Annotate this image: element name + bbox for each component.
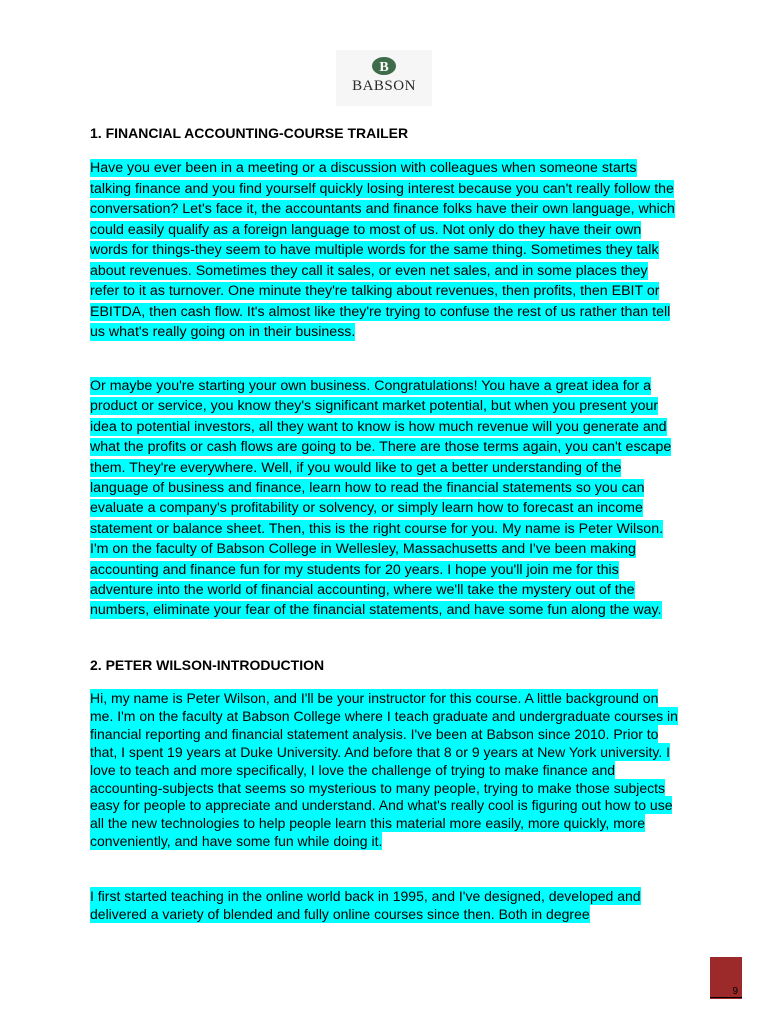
highlighted-text: I first started teaching in the online world back in 1995, and I've designed, developed and delivered a variety of blended and fully online courses since then. Both in degree <box>90 888 641 922</box>
highlighted-text: Or maybe you're starting your own business. Congratulations! You have a great idea for a product or service, you know they's significant market potential, but when you present your idea to potential investors, all they want to know is how much revenue will you generate and what the profits or cash flows are going to be. There are those terms again, you can't escape them. They're everywhere. Well, if you would like to get a better understanding of the language of business and finance, learn how to read the financial statements so you can evaluate a company's profitability or solvency, or simply learn how to forecast an income statement or balance sheet. Then, this is the right course for you. My name is Peter Wilson. I'm on the faculty of Babson College in Wellesley, Massachusetts and I've been making accounting and finance fun for my students for 20 years. I hope you'll join me for this adventure into the world of financial accounting, where we'll take the mystery out of the numbers, eliminate your fear of the financial statements, and have some fun along the way. <box>90 378 672 619</box>
babson-logo <box>336 50 432 106</box>
paragraph <box>90 888 680 924</box>
page-number-box <box>710 957 742 999</box>
paragraph <box>90 158 680 343</box>
highlighted-text: Have you ever been in a meeting or a discussion with colleagues when someone starts talking finance and you find yourself quickly losing interest because you can't really follow the conversation? Let's face it, the accountants and finance folks have their own language, which could easily qualify as a foreign language to most of us. Not only do they have their own words for things-they seem to have multiple words for the same thing. Sometimes they talk about revenues. Sometimes they call it sales, or even net sales, and in some places they refer to it as turnover. One minute they're talking about revenues, then profits, then EBIT or EBITDA, then cash flow. It's almost like they're trying to confuse the rest of us rather than tell us what's really going on in their business. <box>90 160 675 340</box>
logo-text: BABSON <box>352 78 416 94</box>
paragraph <box>90 376 680 621</box>
section-heading: 2. PETER WILSON-INTRODUCTION <box>90 657 325 673</box>
page-number: 9 <box>732 986 738 997</box>
section-heading: 1. FINANCIAL ACCOUNTING-COURSE TRAILER <box>90 125 409 141</box>
page-number-rule <box>710 997 742 998</box>
babson-emblem-icon <box>371 56 397 76</box>
svg-text:B: B <box>379 60 389 75</box>
highlighted-text: Hi, my name is Peter Wilson, and I'll be your instructor for this course. A little background on me. I'm on the faculty at Babson College where I teach graduate and undergraduate courses in financial reporting and financial statement analysis. I've been at Babson since 2010. Prior to that, I spent 19 years at Duke University. And before that 8 or 9 years at New York university. I love to teach and more specifically, I love the challenge of trying to make finance and accounting-subjects that seems so mysterious to many people, trying to make those subjects easy for people to appreciate and understand. And what's really cool is figuring out how to use all the new technologies to help people learn this material more easily, more quickly, more conveniently, and have some fun while doing it. <box>90 690 678 850</box>
paragraph <box>90 690 680 851</box>
